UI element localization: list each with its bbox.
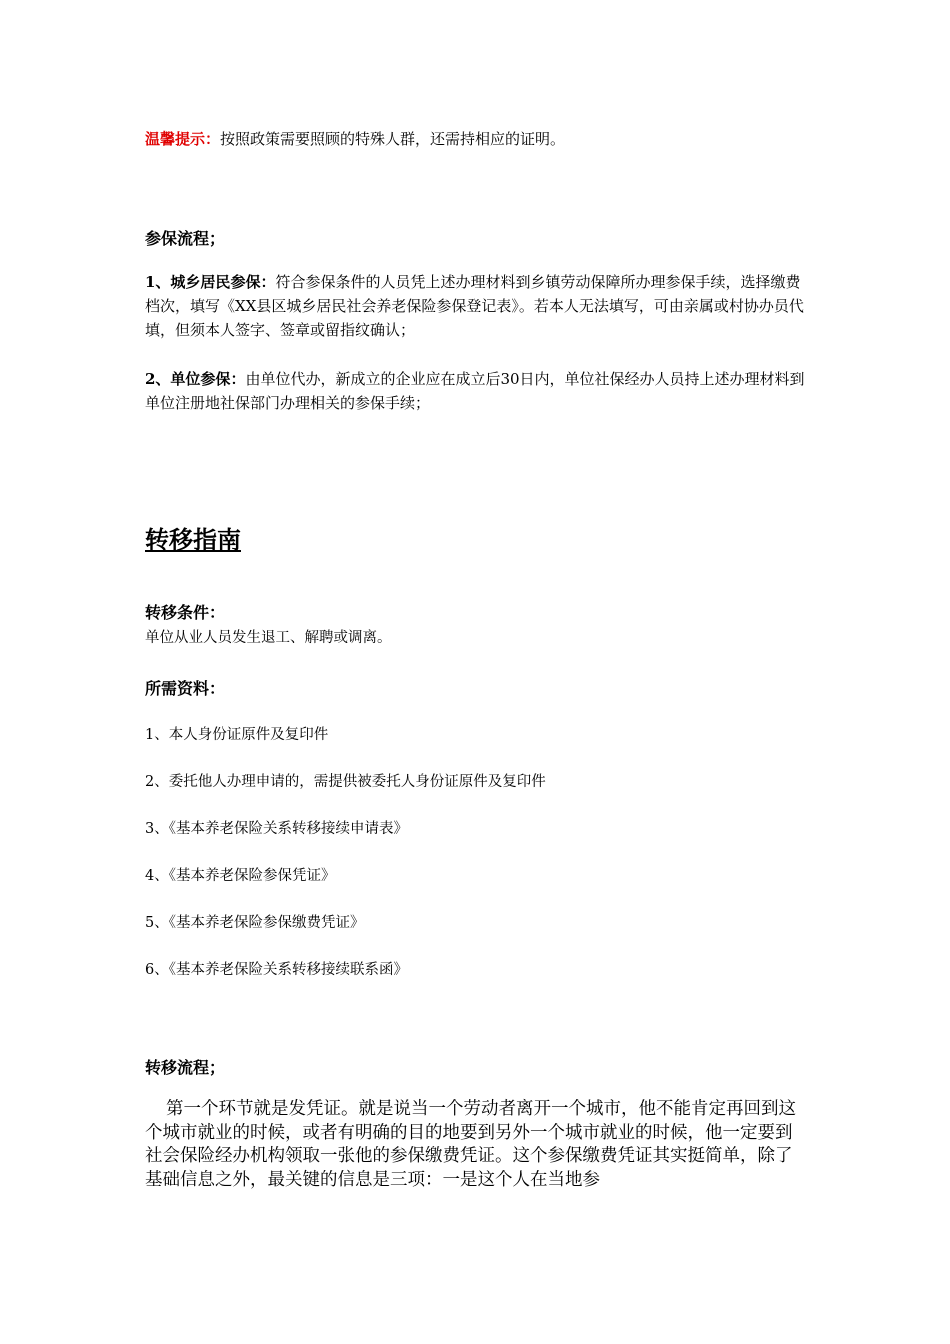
tip-label: 温馨提示：: [145, 130, 221, 148]
transfer-conditions-text: 单位从业人员发生退工、解聘或调离。: [145, 630, 392, 646]
material-item-3: 3、《基本养老保险关系转移接续申请表》: [145, 821, 408, 837]
enroll-item-2: [145, 367, 805, 415]
transfer-process-text: 第一个环节就是发凭证。就是说当一个劳动者离开一个城市，他不能肯定再回到这个城市就业的时候，或者有明确的目的地要到另外一个城市就业的时候，他一定要到社会保险经办机构领取一张他的参保缴费凭证。这个参保缴费凭证其实挺简单，除了基础信息之外，最关键的信息是三项：一是这个人在当地参: [145, 1099, 796, 1190]
enroll-item-1: [145, 270, 805, 342]
material-item-1: 1、本人身份证原件及复印件: [145, 727, 329, 743]
transfer-conditions-heading: 转移条件：: [145, 603, 226, 622]
enroll-item-2-text: 由单位代办，新成立的企业应在成立后30日内，单位社保经办人员持上述办理材料到单位注册地社保部门办理相关的参保手续；: [145, 370, 805, 412]
materials-heading: 所需资料：: [145, 679, 226, 698]
material-item-4: 4、《基本养老保险参保凭证》: [145, 868, 336, 884]
material-item-5: 5、《基本养老保险参保缴费凭证》: [145, 915, 365, 931]
transfer-guide-title: 转移指南: [145, 525, 241, 554]
transfer-process-heading: 转移流程；: [145, 1058, 226, 1077]
material-item-6: 6、《基本养老保险关系转移接续联系函》: [145, 962, 408, 978]
enroll-process-heading: 参保流程；: [145, 229, 226, 248]
enroll-item-1-label: 1、城乡居民参保：: [145, 273, 276, 291]
material-item-2: 2、委托他人办理申请的，需提供被委托人身份证原件及复印件: [145, 774, 546, 790]
enroll-item-1-text: 符合参保条件的人员凭上述办理材料到乡镇劳动保障所办理参保手续，选择缴费档次，填写《XX县区城乡居民社会养老保险参保登记表》。若本人无法填写，可由亲属或村协办员代填，但须本人签字、签章或留指纹确认；: [145, 273, 804, 339]
enroll-item-2-label: 2、单位参保：: [145, 370, 246, 388]
tip-text: 按照政策需要照顾的特殊人群，还需持相应的证明。: [220, 130, 566, 148]
tip-line: [145, 128, 565, 149]
